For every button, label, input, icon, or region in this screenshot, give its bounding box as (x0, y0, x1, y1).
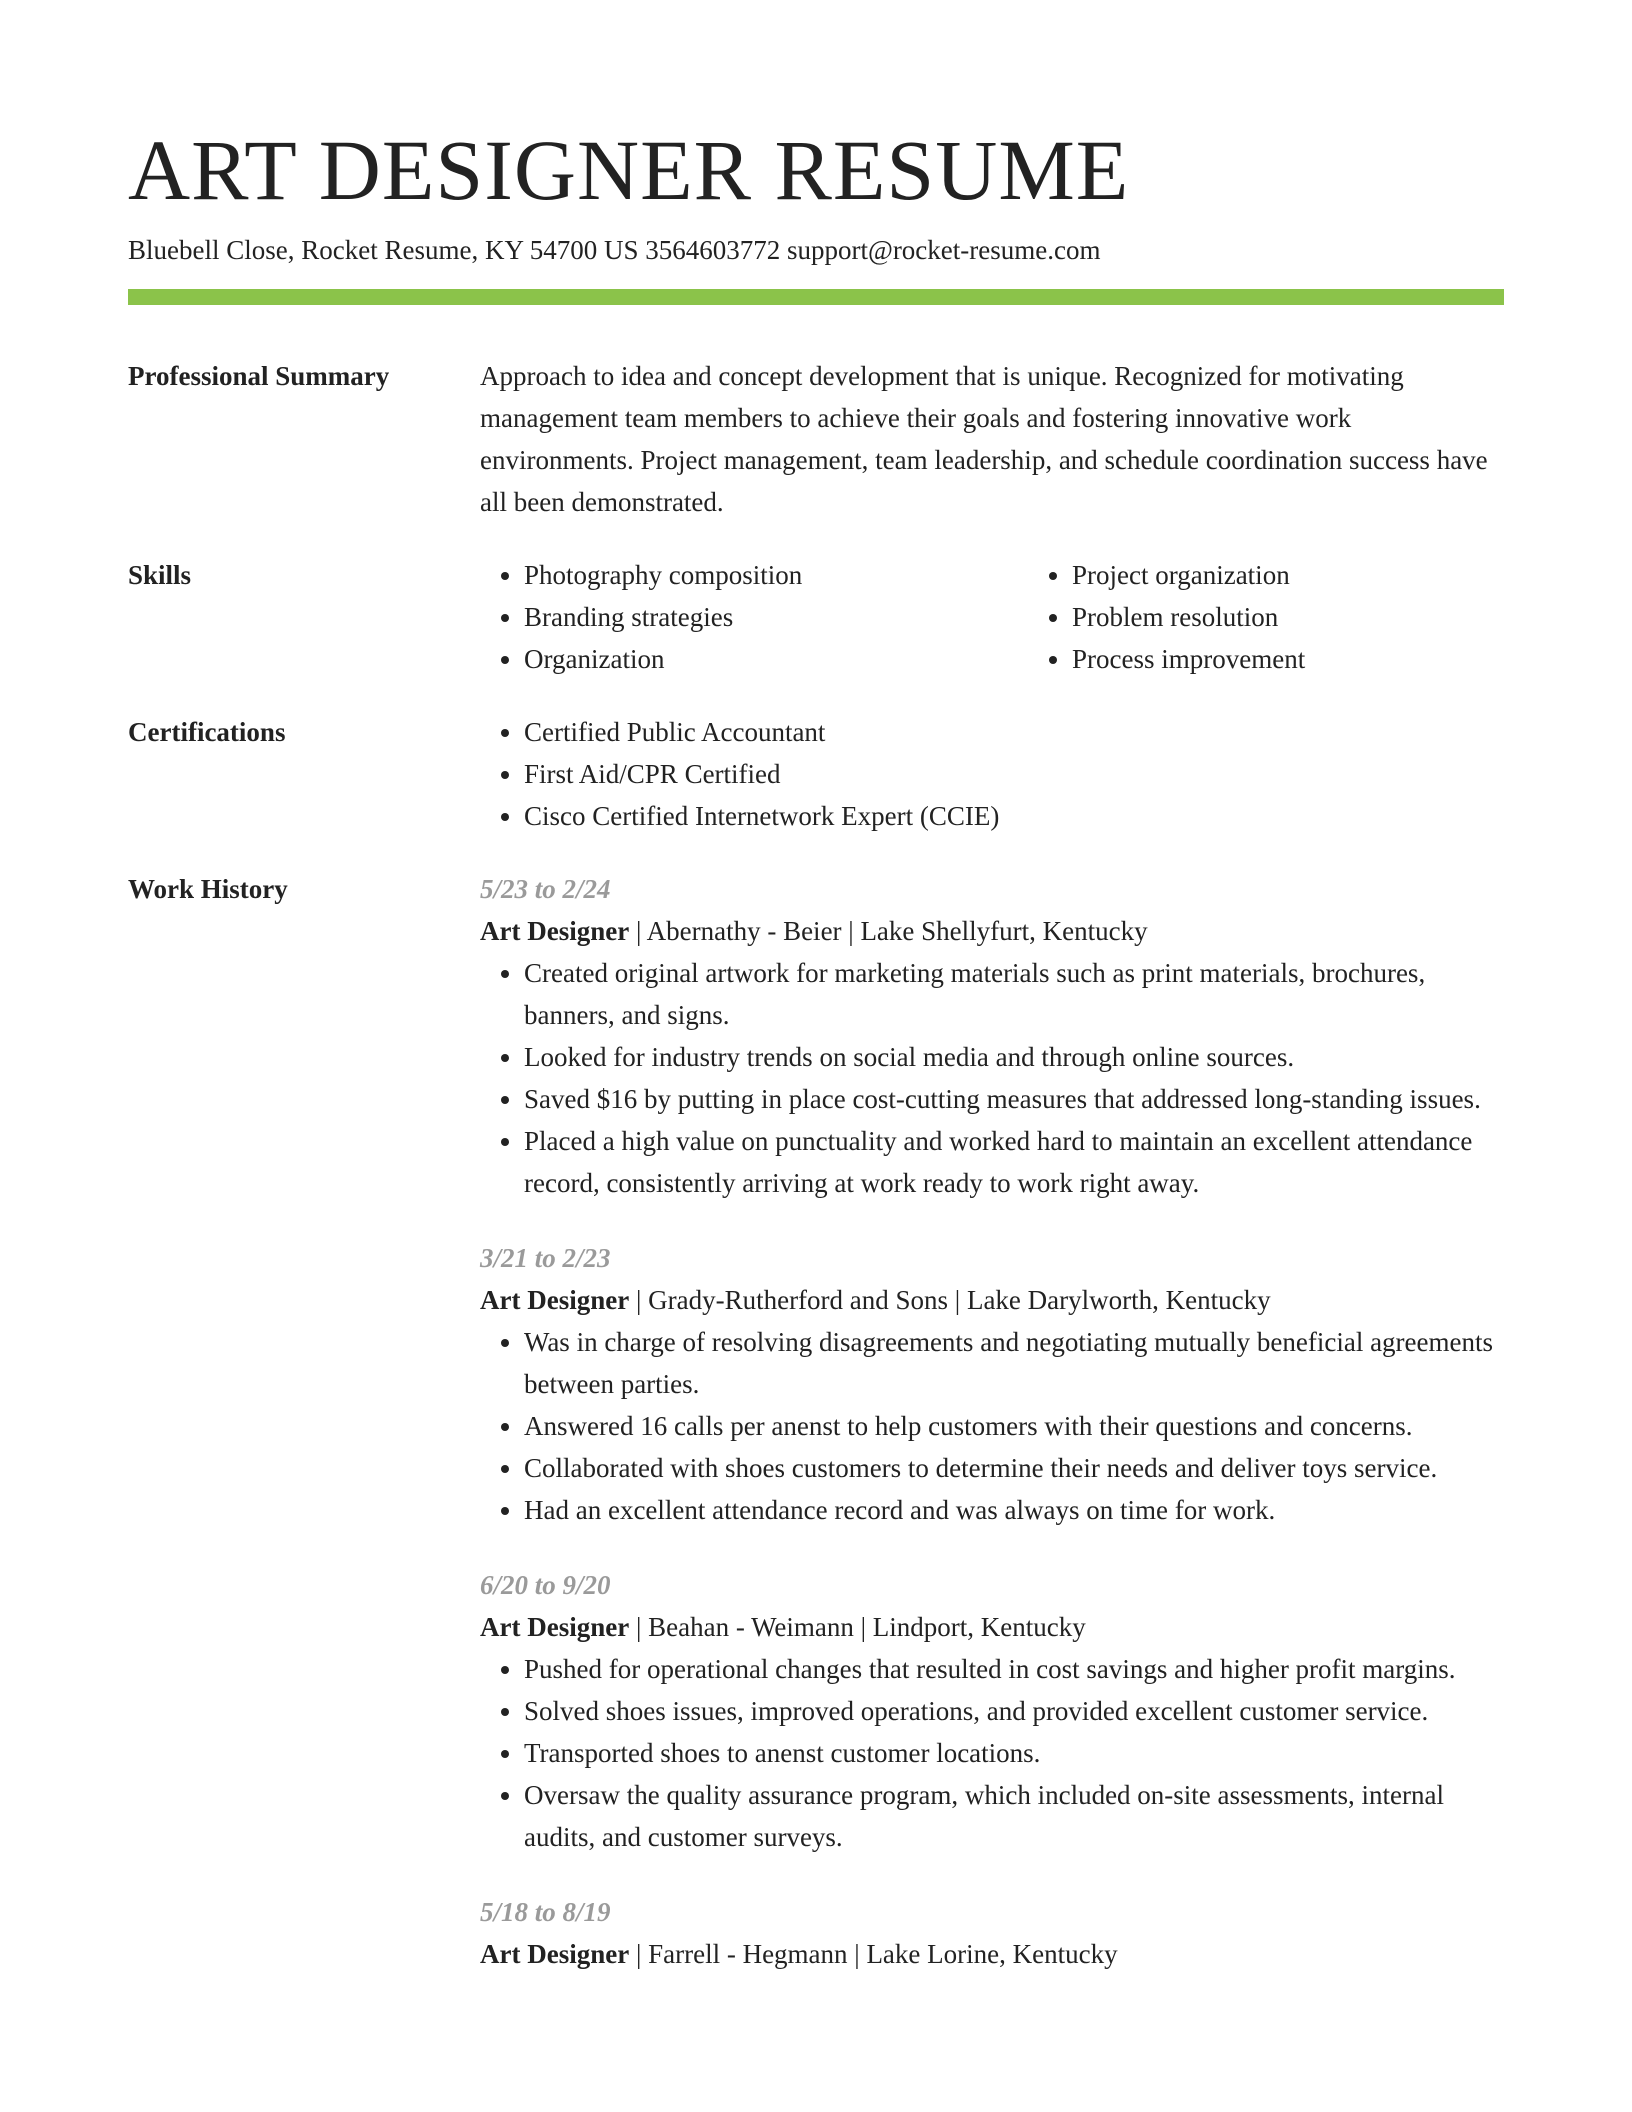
work-history-section (128, 868, 1504, 2008)
certification-item: • Certified Public Accountant (524, 711, 1504, 753)
job-header (480, 910, 1504, 952)
job-title: Art Designer (480, 1285, 630, 1315)
skill-item: • Project organization (1072, 554, 1576, 596)
job-dates: 5/18 to 8/19 (480, 1897, 611, 1927)
job-bullet: • Created original artwork for marketing materials such as print materials, brochures, banners, and signs. (524, 952, 1504, 1036)
job-entry (480, 1564, 1504, 1858)
job-details: | Grady-Rutherford and Sons | Lake Darylworth, Kentucky (629, 1285, 1271, 1315)
certification-item: • Cisco Certified Internetwork Expert (CCIE) (524, 795, 1504, 837)
job-bullet: • Had an excellent attendance record and was always on time for work. (524, 1489, 1504, 1531)
job-dates: 5/23 to 2/24 (480, 874, 611, 904)
job-entry (480, 1891, 1504, 1975)
skill-item: • Branding strategies (524, 596, 1028, 638)
skill-item: • Problem resolution (1072, 596, 1576, 638)
skill-item: • Process improvement (1072, 638, 1576, 680)
job-title: Art Designer (480, 916, 630, 946)
job-details: | Beahan - Weimann | Lindport, Kentucky (629, 1612, 1086, 1642)
job-details: | Abernathy - Beier | Lake Shellyfurt, Kentucky (629, 916, 1148, 946)
job-entry (480, 1237, 1504, 1531)
skill-item: • Organization (524, 638, 1028, 680)
certifications-body (480, 711, 1504, 837)
certifications-section (128, 711, 1504, 837)
summary-section (128, 355, 1504, 523)
job-bullets (480, 1321, 1504, 1531)
certification-item: • First Aid/CPR Certified (524, 753, 1504, 795)
job-details: | Farrell - Hegmann | Lake Lorine, Kentucky (629, 1939, 1118, 1969)
certifications-list (480, 711, 1504, 837)
job-bullets (480, 1648, 1504, 1858)
job-title: Art Designer (480, 1939, 630, 1969)
job-bullet: • Placed a high value on punctuality and worked hard to maintain an excellent attendance record, consistently arriving at work ready to work right away. (524, 1120, 1504, 1204)
skills-section (128, 554, 1504, 680)
job-bullet: • Answered 16 calls per anenst to help customers with their questions and concerns. (524, 1405, 1504, 1447)
job-bullet: • Transported shoes to anenst customer locations. (524, 1732, 1504, 1774)
job-dates: 3/21 to 2/23 (480, 1243, 611, 1273)
certifications-label: Certifications (128, 717, 286, 747)
summary-label: Professional Summary (128, 361, 390, 391)
job-title: Art Designer (480, 1612, 630, 1642)
job-bullet: • Pushed for operational changes that resulted in cost savings and higher profit margins. (524, 1648, 1504, 1690)
skills-column-1 (480, 554, 1028, 680)
summary-text: Approach to idea and concept development that is unique. Recognized for motivating management team members to achieve their goals and fostering innovative work environments. Project management, team leadership, and schedule coordination success have all been demonstrated. (480, 361, 1488, 517)
job-bullet: • Solved shoes issues, improved operations, and provided excellent customer service. (524, 1690, 1504, 1732)
job-bullet: • Oversaw the quality assurance program, which included on-site assessments, internal audits, and customer surveys. (524, 1774, 1504, 1858)
contact-line: Bluebell Close, Rocket Resume, KY 54700 US 3564603772 support@rocket-resume.com (128, 235, 1101, 265)
job-bullets (480, 952, 1504, 1204)
job-dates: 6/20 to 9/20 (480, 1570, 611, 1600)
skills-grid (480, 554, 1504, 680)
job-bullet: • Looked for industry trends on social media and through online sources. (524, 1036, 1504, 1078)
job-header (480, 1933, 1504, 1975)
work-history-body (480, 868, 1504, 2008)
accent-divider (128, 289, 1504, 305)
skills-label: Skills (128, 560, 192, 590)
job-bullet: • Collaborated with shoes customers to determine their needs and deliver toys service. (524, 1447, 1504, 1489)
job-header (480, 1279, 1504, 1321)
skills-column-2 (1028, 554, 1576, 680)
job-entry (480, 868, 1504, 1204)
skill-item: • Photography composition (524, 554, 1028, 596)
work-history-label: Work History (128, 874, 288, 904)
job-bullet: • Was in charge of resolving disagreements and negotiating mutually beneficial agreements between parties. (524, 1321, 1504, 1405)
resume-title: ART DESIGNER RESUME (128, 122, 1130, 218)
job-bullet: • Saved $16 by putting in place cost-cutting measures that addressed long-standing issues. (524, 1078, 1504, 1120)
job-header (480, 1606, 1504, 1648)
